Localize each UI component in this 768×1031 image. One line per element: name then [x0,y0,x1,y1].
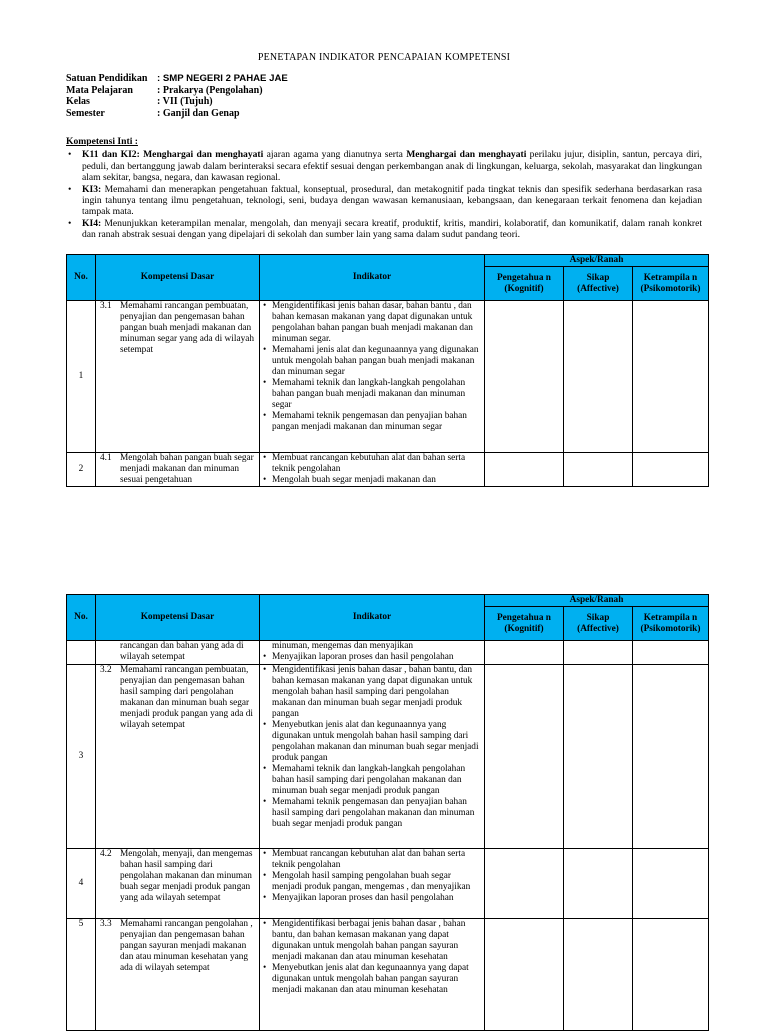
indikator-text: Memahami teknik dan langkah-langkah pengolahan bahan hasil samping dari pengolahan makanan dan minuman buah segar menjadi produk pangan [272,764,466,796]
kompetensi-inti-section [66,136,702,241]
kd-cell [96,919,260,1031]
bullet-icon: • [263,720,267,730]
kd-cell [96,849,260,919]
indikator-cell [260,453,485,487]
meta-row-kelas [66,96,288,108]
meta-value: : Ganjil dan Genap [157,107,240,119]
bullet-icon: • [263,301,267,311]
indikator-cell [260,919,485,1031]
meta-value: : SMP NEGERI 2 PAHAE JAE [157,73,288,84]
bullet-icon: • [263,652,267,662]
psikomotorik-cell [633,849,709,919]
row-number: 5 [67,919,96,1031]
indikator-item [262,919,482,963]
meta-row-semester [66,108,288,120]
afektif-cell [564,453,633,487]
indikator-item [262,378,482,411]
header-indikator: Indikator [260,255,485,301]
kd-number: 3.3 [100,919,112,929]
row-number: 4 [67,849,96,919]
bullet-icon: • [263,411,267,421]
row-number: 1 [67,301,96,453]
bullet-icon: • [68,149,72,161]
indikator-item [262,893,482,904]
kognitif-cell [485,641,564,665]
meta-row-mapel [66,85,288,97]
bullet-icon: • [263,475,267,485]
ki-label: KI4: [82,217,102,229]
kognitif-cell [485,849,564,919]
kd-number: 3.1 [100,301,112,311]
psikomotorik-cell [633,301,709,453]
bullet-icon: • [263,764,267,774]
bullet-icon: • [68,217,72,229]
indicator-table-2 [66,594,709,1031]
indikator-text: Membuat rancangan kebutuhan alat dan bahan serta teknik pengolahan [272,849,466,870]
ki-bold: Menghargai dan menghayati [143,149,264,161]
indikator-item [262,453,482,475]
kompetensi-inti-list [66,149,702,240]
indikator-item [262,665,482,720]
indikator-text: Memahami teknik pengemasan dan penyajian bahan pangan menjadi makanan dan minuman segar [272,411,467,432]
ki-item [66,149,702,183]
header-kognitif: Pengetahua n (Kognitif) [485,607,564,641]
indikator-text: Memahami jenis alat dan kegunaannya yang digunakan untuk mengolah bahan pangan buah menjadi makanan dan minuman segar [272,345,479,377]
header-afektif: Sikap (Affective) [564,607,633,641]
indikator-item [262,871,482,893]
bullet-icon: • [263,893,267,903]
kognitif-cell [485,665,564,849]
ki-label: KI3: [82,183,102,195]
table-row [67,665,709,849]
ki-item [66,218,702,241]
indicator-table-1 [66,254,709,487]
indikator-cell [260,665,485,849]
indikator-text: Menyajikan laporan proses dan hasil pengolahan [272,893,454,903]
bullet-icon: • [263,665,267,675]
header-kompetensi-dasar: Kompetensi Dasar [96,595,260,641]
indikator-text: Menyebutkan jenis alat dan kegunaannya yang dapat digunakan untuk mengolah bahan pangan sayuran menjadi makanan dan atau minuman kesehatan [272,963,469,995]
afektif-cell [564,849,633,919]
header-afektif: Sikap (Affective) [564,267,633,301]
indikator-item [262,652,482,663]
kd-cell [96,453,260,487]
ki-bold: Menghargai dan menghayati [406,149,527,161]
indikator-item [262,301,482,345]
indikator-text: Menyebutkan jenis alat dan kegunaannya yang digunakan untuk mengolah bahan hasil samping dari pengolahan makanan dan minuman buah segar menjadi produk pangan [272,720,479,763]
bullet-icon: • [263,378,267,388]
meta-key: Kelas [66,96,90,107]
table-row [67,453,709,487]
bullet-icon: • [263,345,267,355]
indikator-item [262,849,482,871]
psikomotorik-cell [633,641,709,665]
psikomotorik-cell [633,919,709,1031]
kd-number [98,641,120,663]
header-kompetensi-dasar: Kompetensi Dasar [96,255,260,301]
bullet-icon: • [263,453,267,463]
row-number [67,641,96,665]
indikator-item [262,797,482,830]
afektif-cell [564,919,633,1031]
kognitif-cell [485,919,564,1031]
kd-number: 4.1 [100,453,112,463]
table-row [67,919,709,1031]
indikator-cell [260,641,485,665]
meta-value: : VII (Tujuh) [157,96,213,107]
kd-cell [96,301,260,453]
row-number: 2 [67,453,96,487]
meta-key: Mata Pelajaran [66,84,133,96]
header-aspek-ranah: Aspek/Ranah [485,595,709,607]
header-kognitif: Pengetahua n (Kognitif) [485,267,564,301]
indikator-item [262,764,482,797]
header-psikomotorik: Ketrampila n (Psikomotorik) [633,607,709,641]
kd-cell [96,641,260,665]
table-row [67,301,709,453]
indikator-text: Memahami teknik pengemasan dan penyajian bahan hasil samping dari pengolahan makanan dan minuman buah segar menjadi produk pangan [272,797,475,829]
afektif-cell [564,665,633,849]
bullet-icon: • [263,797,267,807]
indikator-text: Membuat rancangan kebutuhan alat dan bahan serta teknik pengolahan [272,453,466,474]
ki-label: K11 dan KI2: [82,149,140,161]
kd-text: Mengolah, menyaji, dan mengemas bahan hasil samping dari pengolahan makanan dan minuman buah segar menjadi produk pangan yang ada wilayah setempat [120,849,253,903]
indikator-text: Memahami teknik dan langkah-langkah pengolahan bahan pangan buah menjadi makanan dan minuman segar [272,378,466,410]
indikator-text: Mengidentifikasi berbagai jenis bahan dasar , bahan bantu, dan bahan kemasan makanan yang dapat digunakan untuk mengolah bahan pangan sayuran menjadi makanan dan atau minuman kesehatan [272,919,466,962]
indikator-item [262,963,482,996]
bullet-icon: • [263,919,267,929]
header-no: No. [67,595,96,641]
meta-key: Semester [66,107,105,119]
kognitif-cell [485,453,564,487]
afektif-cell [564,641,633,665]
kd-cell [96,665,260,849]
ki-text: perilaku jujur, disiplin, santun, percaya diri, peduli, dan bertanggung jawab dalam berinteraksi secara efektif sesuai dengan perkembangan anak di lingkungan, keluarga, sekolah, masyarakat dan lingkungan alam sekitar, bangsa, negara, dan kawasan regional. [82,149,702,184]
kd-text: Memahami rancangan pengolahan , penyajian dan pengemasan bahan pangan sayuran menjadi makanan dan atau minuman kesehatan yang ada di wilayah setempat [120,919,253,973]
indikator-text: Mengidentifikasi jenis bahan dasar, bahan bantu , dan bahan kemasan makanan yang dapat digunakan untuk pengolahan bahan pangan buah menjadi makanan dan minuman segar. [272,301,473,344]
indikator-item [262,475,482,486]
bullet-icon: • [263,871,267,881]
header-aspek-ranah: Aspek/Ranah [485,255,709,267]
table-row [67,641,709,665]
row-number: 3 [67,665,96,849]
psikomotorik-cell [633,665,709,849]
indikator-cell [260,849,485,919]
bullet-icon: • [263,849,267,859]
ki-item [66,184,702,218]
ki-text: Memahami dan menerapkan pengetahuan faktual, konseptual, prosedural, dan metakognitif pada tingkat teknis dan spesifik sederhana berdasarkan rasa ingin tahunya tentang ilmu pengetahuan, teknologi, seni, budaya dengan wawasan kemanusiaan, kebangsaan, dan kenegaraan terkait fenomena dan kejadian tampak mata. [82,183,702,218]
indikator-item [262,345,482,378]
indikator-item [262,411,482,433]
kd-number: 3.2 [100,665,112,675]
identity-block [66,73,288,119]
afektif-cell [564,301,633,453]
indikator-text: Menyajikan laporan proses dan hasil pengolahan [272,652,454,662]
indikator-text: Mengolah buah segar menjadi makanan dan [272,475,436,485]
header-no: No. [67,255,96,301]
kognitif-cell [485,301,564,453]
document-title: PENETAPAN INDIKATOR PENCAPAIAN KOMPETENSI [257,52,511,63]
kd-text: Mengolah bahan pangan buah segar menjadi makanan dan minuman sesuai pengetahuan [120,453,254,485]
meta-row-satuan [66,73,288,85]
kd-text: Memahami rancangan pembuatan, penyajian dan pengemasan bahan pangan buah menjadi makanan dan minuman segar yang ada di wilayah setempat [120,301,254,355]
header-indikator: Indikator [260,595,485,641]
kd-text: Memahami rancangan pembuatan, penyajian dan pengemasan bahan hasil samping dari pengolahan makanan dan minuman buah segar menjadi produk pangan yang ada di wilayah setempat [120,665,253,730]
table-row [67,849,709,919]
indikator-text: Mengidentifikasi jenis bahan dasar , bahan bantu, dan bahan kemasan makanan yang dapat digunakan untuk mengolah bahan hasil samping dari pengolahan makanan dan minuman buah segar menjadi produk pangan [272,665,473,719]
indikator-item [262,720,482,764]
meta-key: Satuan Pendidikan [66,73,148,84]
kd-number: 4.2 [100,849,112,859]
bullet-icon: • [263,963,267,973]
header-psikomotorik: Ketrampila n (Psikomotorik) [633,267,709,301]
kompetensi-inti-heading: Kompetensi Inti : [66,136,138,147]
indikator-continuation [262,641,482,652]
indikator-text: Mengolah hasil samping pengolahan buah segar menjadi produk pangan, mengemas , dan menyajikan [272,871,471,892]
bullet-icon: • [68,183,72,195]
kd-text: rancangan dan bahan yang ada di wilayah setempat [120,641,244,662]
ki-text: ajaran agama yang dianutnya serta [263,149,407,161]
psikomotorik-cell [633,453,709,487]
ki-text: Menunjukkan keterampilan menalar, mengolah, dan menyaji secara kreatif, produktif, kritis, mandiri, kolaboratif, dan komunikatif, dalam ranah konkret dan ranah abstrak sesuai dengan yang dipelajari di sekolah dan sumber lain yang sama dalam sudut pandang teori. [82,217,702,241]
indikator-text: minuman, mengemas dan menyajikan [272,641,413,651]
indikator-cell [260,301,485,453]
meta-value: : Prakarya (Pengolahan) [157,84,263,96]
